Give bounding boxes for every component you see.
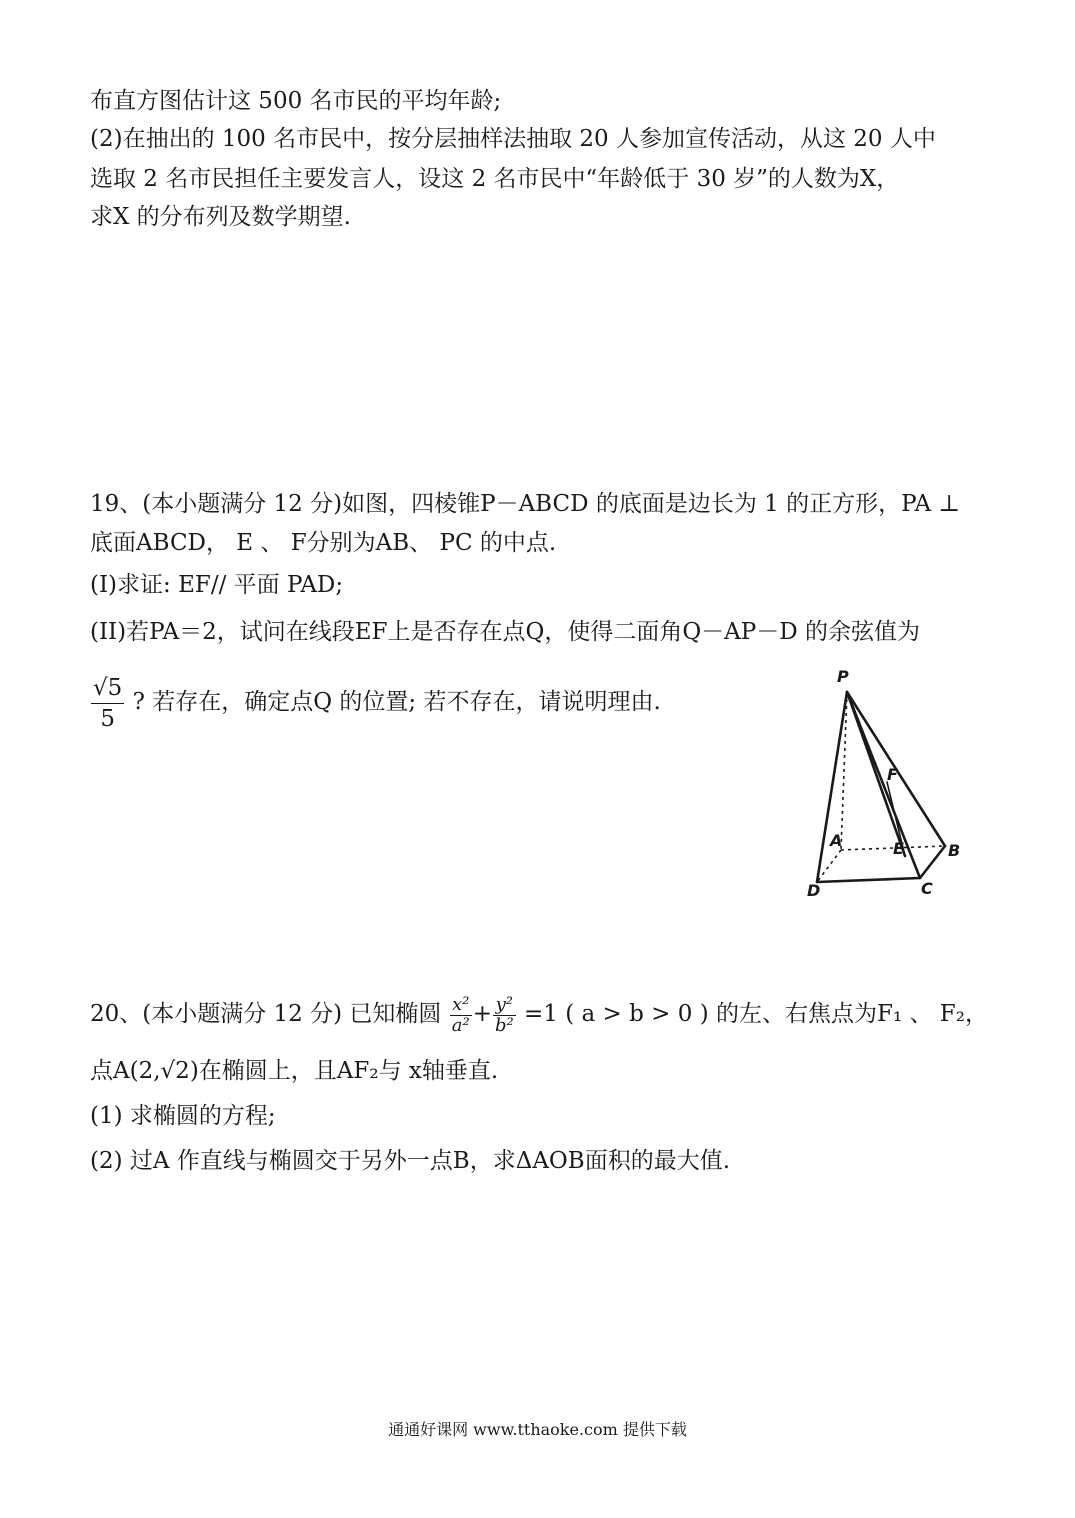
edge-dc bbox=[817, 878, 920, 882]
label-d: D bbox=[807, 881, 821, 900]
ellipse-x-term bbox=[450, 995, 472, 1036]
y-term-denominator: b² bbox=[494, 1014, 514, 1036]
q19-text-line-2: 底面ABCD， E 、 F分别为AB、 PC 的中点. bbox=[90, 530, 557, 556]
label-e: E bbox=[893, 839, 904, 858]
q20-equation-rest: =1 ( a > b > 0 ) 的左、右焦点为F₁ 、 F₂， bbox=[524, 1001, 988, 1027]
q19-question-tail: ? 若存在，确定点Q 的位置; 若不存在，请说明理由. bbox=[132, 689, 661, 715]
page-footer: 通通好课网 www.tthaoke.com 提供下载 bbox=[388, 1420, 687, 1439]
plus-sign: + bbox=[472, 1001, 492, 1027]
x-term-numerator: x² bbox=[450, 995, 472, 1016]
q18-text-line-3: 选取 2 名市民担任主要发言人，设这 2 名市民中“年龄低于 30 岁”的人数为X， bbox=[90, 166, 900, 192]
pyramid-figure bbox=[795, 660, 975, 900]
q19-text-line-1: 19、(本小题满分 12 分)如图，四棱锥P－ABCD 的底面是边长为 1 的正方形，PA ⊥ bbox=[90, 491, 961, 517]
q20-part-1: (1) 求椭圆的方程; bbox=[90, 1103, 276, 1129]
q19-fraction-denominator: 5 bbox=[100, 705, 115, 732]
q19-text-line-5 bbox=[90, 672, 661, 734]
label-b: B bbox=[948, 841, 961, 860]
q20-text-line-2: 点A(2,√2)在椭圆上，且AF₂与 x轴垂直. bbox=[90, 1058, 499, 1084]
q20-text-line-1 bbox=[90, 986, 988, 1042]
q18-text-line-4: 求X 的分布列及数学期望. bbox=[90, 204, 351, 230]
x-term-denominator: a² bbox=[451, 1014, 470, 1036]
edge-pd bbox=[817, 692, 847, 882]
q19-fraction-numerator: √5 bbox=[91, 673, 124, 704]
q19-part-2: (II)若PA＝2，试问在线段EF上是否存在点Q，使得二面角Q－AP－D 的余弦值为 bbox=[90, 619, 921, 645]
q19-part-1: (I)求证: EF// 平面 PAD; bbox=[90, 572, 344, 598]
q18-text-line-1: 布直方图估计这 500 名市民的平均年龄; bbox=[90, 88, 502, 114]
label-a: A bbox=[830, 831, 843, 850]
edge-cb bbox=[920, 846, 945, 878]
q20-prefix: 20、(本小题满分 12 分) 已知椭圆 bbox=[90, 1001, 442, 1027]
ellipse-y-term bbox=[493, 995, 516, 1036]
q18-text-line-2: (2)在抽出的 100 名市民中，按分层抽样法抽取 20 人参加宣传活动，从这 20 人中 bbox=[90, 126, 936, 152]
q19-fraction bbox=[91, 673, 124, 734]
y-term-numerator: y² bbox=[493, 995, 516, 1016]
label-f: F bbox=[887, 765, 898, 784]
q20-part-2: (2) 过A 作直线与椭圆交于另外一点B，求ΔAOB面积的最大值. bbox=[90, 1148, 731, 1174]
label-c: C bbox=[921, 879, 933, 898]
label-p: P bbox=[837, 667, 849, 686]
